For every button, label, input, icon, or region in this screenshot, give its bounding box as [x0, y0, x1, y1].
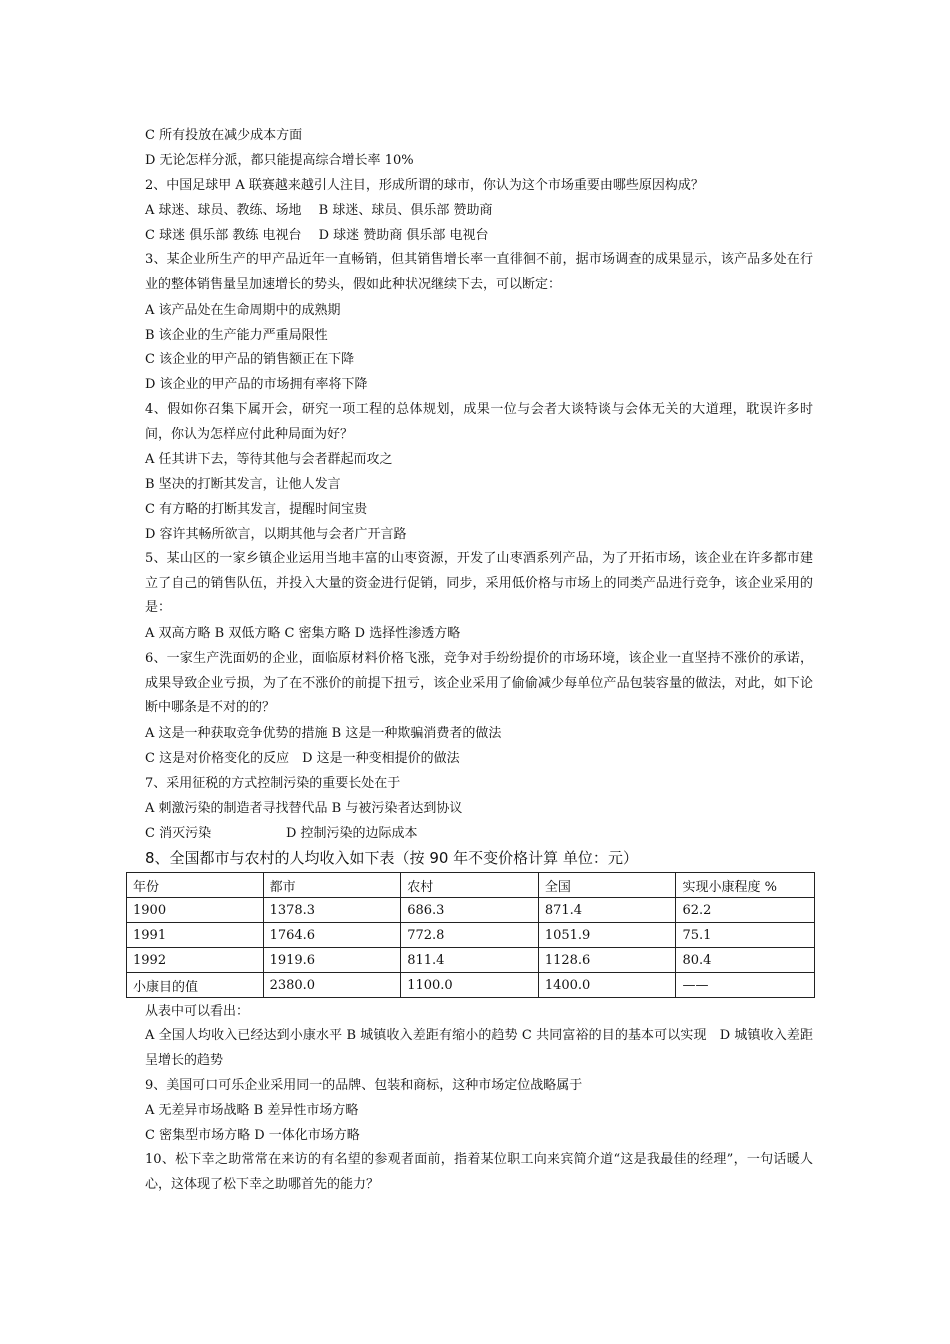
- q6-options-ab: A 这是一种获取竞争优势的措施 B 这是一种欺骗消费者的做法: [145, 726, 502, 741]
- table-row: [127, 973, 815, 998]
- table-cell: 75.1: [676, 923, 815, 948]
- table-cell: 2380.0: [263, 973, 401, 998]
- table-cell: 1128.6: [538, 948, 676, 973]
- table-header-cell: 农村: [401, 873, 539, 898]
- q1-option-c: C 所有投放在减少成本方面: [145, 128, 303, 143]
- table-header-cell: 全国: [538, 873, 676, 898]
- table-cell: 1900: [127, 898, 264, 923]
- q9-options-ab: A 无差异市场战略 B 差异性市场方略: [145, 1103, 359, 1118]
- table-cell: 1400.0: [538, 973, 676, 998]
- q2-question: 2、中国足球甲 A 联赛越来越引人注目，形成所谓的球市，你认为这个市场重要由哪些原因构成？: [145, 178, 704, 193]
- q4-option-b: B 坚决的打断其发言，让他人发言: [145, 477, 341, 492]
- q4-option-a: A 任其讲下去，等待其他与会者群起而攻之: [145, 452, 393, 467]
- table-header-cell: 都市: [263, 873, 401, 898]
- q4-option-c: C 有方略的打断其发言，提醒时间宝贵: [145, 502, 368, 517]
- table-cell: 1100.0: [401, 973, 539, 998]
- q6-options-cd: C 这是对价格变化的反应 D 这是一种变相提价的做法: [145, 751, 460, 766]
- q3-option-a: A 该产品处在生命周期中的成熟期: [145, 303, 341, 318]
- table-cell: 62.2: [676, 898, 815, 923]
- table-cell: ——: [676, 973, 815, 998]
- q9-question: 9、美国可口可乐企业采用同一的品牌、包装和商标，这种市场定位战略属于: [145, 1078, 583, 1093]
- q3-question: 3、某企业所生产的甲产品近年一直畅销，但其销售增长率一直徘徊不前，据市场调查的成果显示，该产品多处在行业的整体销售量呈加速增长的势头，假如此种状况继续下去，可以断定：: [145, 252, 813, 292]
- q2-options-ab: A 球迷、球员、教练、场地 B 球迷、球员、俱乐部 赞助商: [145, 203, 493, 218]
- q7-option-d: D 控制污染的边际成本: [286, 826, 418, 841]
- q9-options-cd: C 密集型市场方略 D 一体化市场方略: [145, 1128, 360, 1143]
- table-cell: 1051.9: [538, 923, 676, 948]
- q7-option-c: C 消灭污染: [145, 826, 212, 841]
- q5-options: A 双高方略 B 双低方略 C 密集方略 D 选择性渗透方略: [145, 626, 461, 641]
- q3-option-b: B 该企业的生产能力严重局限性: [145, 328, 328, 343]
- table-row: [127, 948, 815, 973]
- table-cell: 1378.3: [263, 898, 401, 923]
- table-cell: 772.8: [401, 923, 539, 948]
- table-cell: 811.4: [401, 948, 539, 973]
- table-cell: 小康目的值: [127, 973, 264, 998]
- table-row: [127, 898, 815, 923]
- q4-option-d: D 容许其畅所欲言，以期其他与会者广开言路: [145, 527, 407, 542]
- q8-question: 8、全国都市与农村的人均收入如下表（按 90 年不变价格计算 单位：元）: [145, 849, 638, 867]
- q2-options-cd: C 球迷 俱乐部 教练 电视台 D 球迷 赞助商 俱乐部 电视台: [145, 228, 489, 243]
- table-header-cell: 实现小康程度 %: [676, 873, 815, 898]
- table-cell: 1991: [127, 923, 264, 948]
- q10-question: 10、松下幸之助常常在来访的有名望的参观者面前，指着某位职工向来宾简介道“这是我最佳的经理”，一句话暖人心，这体现了松下幸之助哪首先的能力？: [145, 1152, 813, 1192]
- table-cell: 80.4: [676, 948, 815, 973]
- q7-question: 7、采用征税的方式控制污染的重要长处在于: [145, 776, 401, 791]
- table-header-row: [127, 873, 815, 898]
- table-header-cell: 年份: [127, 873, 264, 898]
- table-cell: 1919.6: [263, 948, 401, 973]
- q7-options-ab: A 刺激污染的制造者寻找替代品 B 与被污染者达到协议: [145, 801, 463, 816]
- q6-question: 6、一家生产洗面奶的企业，面临原材料价格飞涨，竞争对手纷纷提价的市场环境，该企业一直坚持不涨价的承诺，成果导致企业亏损，为了在不涨价的前提下扭亏，该企业采用了偷偷减少每单位产品包装容量的做法，对此，如下论断中哪条是不对的的？: [145, 651, 813, 715]
- income-table: [126, 872, 815, 998]
- q8-options: A 全国人均收入已经达到小康水平 B 城镇收入差距有缩小的趋势 C 共同富裕的目的基本可以实现 D 城镇收入差距呈增长的趋势: [145, 1028, 813, 1068]
- q3-option-d: D 该企业的甲产品的市场拥有率将下降: [145, 377, 368, 392]
- table-cell: 1992: [127, 948, 264, 973]
- table-cell: 1764.6: [263, 923, 401, 948]
- table-row: [127, 923, 815, 948]
- table-cell: 686.3: [401, 898, 539, 923]
- q8-follow-text: 从表中可以看出：: [145, 1004, 250, 1019]
- table-cell: 871.4: [538, 898, 676, 923]
- q3-option-c: C 该企业的甲产品的销售额正在下降: [145, 352, 355, 367]
- q4-question: 4、假如你召集下属开会，研究一项工程的总体规划，成果一位与会者大谈特谈与会体无关的大道理，耽误许多时间，你认为怎样应付此种局面为好？: [145, 402, 813, 442]
- q1-option-d: D 无论怎样分派，都只能提高综合增长率 10%: [145, 153, 414, 168]
- q5-question: 5、某山区的一家乡镇企业运用当地丰富的山枣资源，开发了山枣酒系列产品，为了开拓市场，该企业在许多都市建立了自己的销售队伍，并投入大量的资金进行促销，同步，采用低价格与市场上的同类产品进行竞争，该企业采用的是：: [145, 551, 813, 615]
